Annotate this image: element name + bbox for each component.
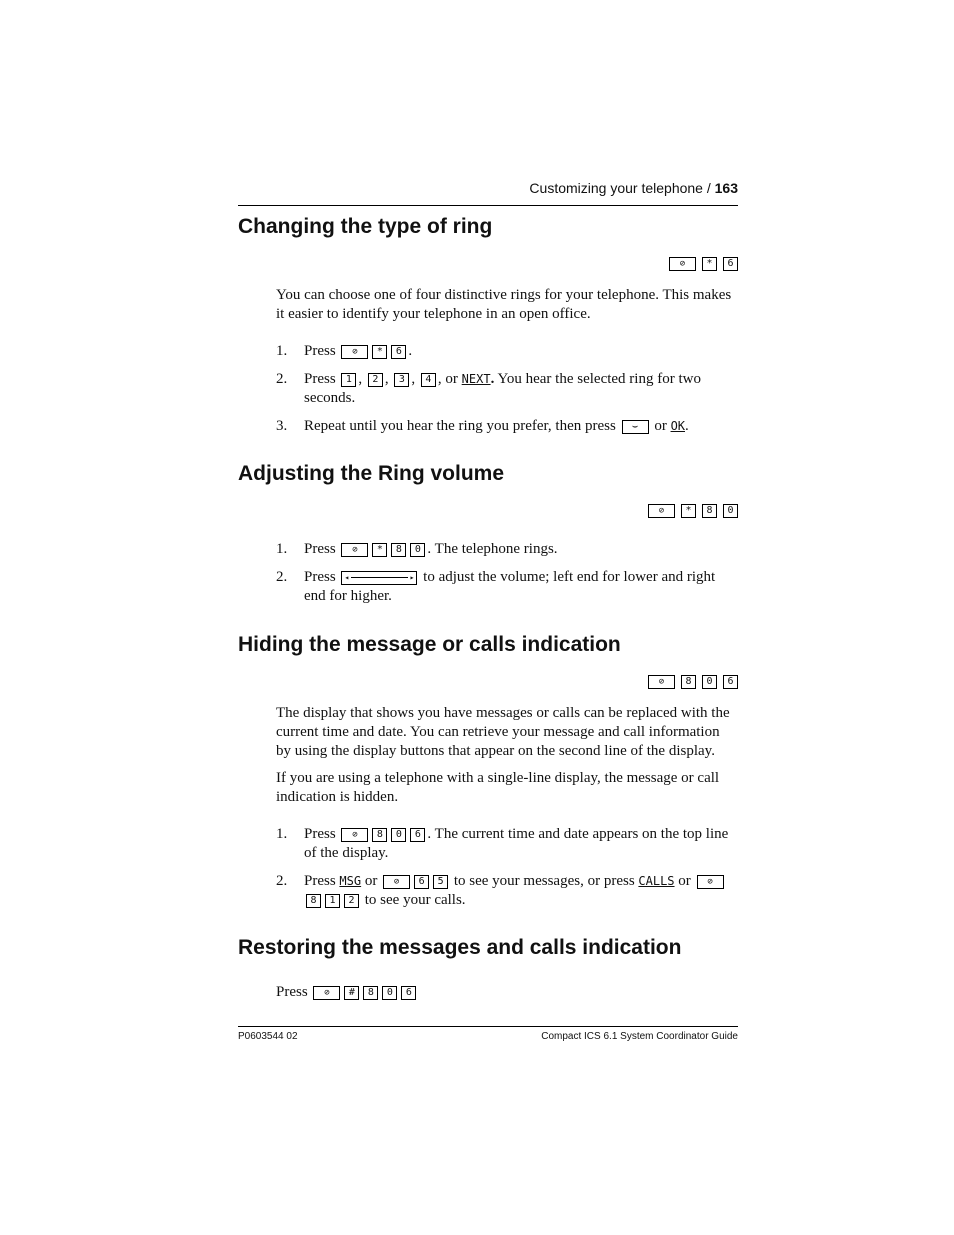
running-header — [238, 180, 738, 196]
key-hash: # — [344, 986, 359, 1000]
feature-code-ring-volume — [648, 504, 738, 518]
display-key-msg: MSG — [339, 874, 362, 888]
comma: , — [358, 371, 363, 387]
step-number: 3. — [276, 418, 288, 434]
period: . — [490, 371, 495, 387]
feature-icon: ⊘ — [341, 345, 368, 359]
footer-guide-title: Compact ICS 6.1 System Coordinator Guide — [541, 1031, 738, 1042]
header-rule — [238, 205, 738, 206]
step-text: to adjust the volume; left end for lower and right end for higher. — [304, 569, 716, 604]
volume-bar-icon: ◂ ▸ — [341, 571, 417, 585]
step-number: 1. — [276, 343, 288, 359]
feature-icon: ⊘ — [341, 828, 368, 842]
key-3: 3 — [394, 373, 409, 387]
key-8: 8 — [702, 504, 717, 518]
press-label: Press — [304, 569, 336, 585]
key-2: 2 — [344, 894, 359, 908]
feature-icon: ⊘ — [383, 875, 410, 889]
press-label: Press — [304, 873, 336, 889]
press-label: Press — [304, 371, 336, 387]
key-6: 6 — [414, 875, 429, 889]
intro-ring-type: You can choose one of four distinctive rings for your telephone. This makes it easier to identify your telephone in an open office. — [276, 287, 732, 322]
step-text: to see your messages, or press — [453, 873, 635, 889]
footer-doc-id: P0603544 02 — [238, 1031, 298, 1042]
press-label: Press — [304, 343, 336, 359]
feature-code-hide-indication — [648, 675, 738, 689]
step-1-hide-indication — [276, 825, 738, 863]
step-text: You hear the selected ring for two seconds. — [304, 371, 701, 406]
key-1: 1 — [325, 894, 340, 908]
key-star: * — [702, 257, 717, 271]
heading-restoring-indication: Restoring the messages and calls indication — [238, 936, 682, 959]
key-6: 6 — [410, 828, 425, 842]
or-text: , or — [437, 371, 458, 387]
key-8: 8 — [363, 986, 378, 1000]
heading-ring-volume: Adjusting the Ring volume — [238, 462, 504, 485]
key-star: * — [372, 543, 387, 557]
key-6: 6 — [401, 986, 416, 1000]
step-2-ring-type — [276, 370, 738, 408]
page-number: 163 — [714, 180, 738, 196]
heading-changing-ring-type: Changing the type of ring — [238, 215, 493, 238]
footer-rule — [238, 1026, 738, 1027]
key-0: 0 — [391, 828, 406, 842]
step-1-ring-type — [276, 342, 738, 361]
feature-code-ring-type — [669, 257, 738, 271]
key-6: 6 — [723, 257, 738, 271]
key-star: * — [681, 504, 696, 518]
step-number: 2. — [276, 569, 288, 585]
display-key-calls: CALLS — [638, 874, 675, 888]
feature-icon: ⊘ — [648, 504, 675, 518]
step-number: 1. — [276, 541, 288, 557]
key-8: 8 — [306, 894, 321, 908]
key-6: 6 — [391, 345, 406, 359]
key-star: * — [372, 345, 387, 359]
or-text: or — [678, 873, 691, 889]
step-number: 1. — [276, 826, 288, 842]
key-2: 2 — [368, 373, 383, 387]
key-0: 0 — [702, 675, 717, 689]
key-1: 1 — [341, 373, 356, 387]
display-key-ok: OK — [670, 419, 686, 433]
period: . — [408, 343, 413, 359]
heading-hiding-indication: Hiding the message or calls indication — [238, 633, 621, 656]
step-text: . The telephone rings. — [427, 541, 558, 557]
step-number: 2. — [276, 371, 288, 387]
step-2-hide-indication — [276, 872, 738, 910]
step-text: . The current time and date appears on the top line of the display. — [304, 826, 729, 861]
key-8: 8 — [391, 543, 406, 557]
section-title: Customizing your telephone / — [529, 180, 715, 196]
step-3-ring-type — [276, 417, 738, 436]
step-1-ring-volume — [276, 540, 738, 559]
key-0: 0 — [410, 543, 425, 557]
restore-instruction — [276, 983, 738, 1002]
paragraph-single-line: If you are using a telephone with a single-line display, the message or call indication is hidden. — [276, 770, 720, 805]
or-text: or — [654, 418, 667, 434]
feature-icon: ⊘ — [341, 543, 368, 557]
press-label: Press — [304, 826, 336, 842]
key-0: 0 — [382, 986, 397, 1000]
period: . — [685, 418, 689, 434]
key-8: 8 — [681, 675, 696, 689]
paragraph-display-info: The display that shows you have messages or calls can be replaced with the current time and date. You can retrieve your message and call information by using the display buttons that appear on the second line of the display. — [276, 705, 730, 759]
step-2-ring-volume — [276, 568, 738, 606]
comma: , — [411, 371, 416, 387]
feature-icon: ⊘ — [669, 257, 696, 271]
step-number: 2. — [276, 873, 288, 889]
key-5: 5 — [433, 875, 448, 889]
feature-icon: ⊘ — [313, 986, 340, 1000]
or-text: or — [364, 873, 378, 889]
feature-icon: ⊘ — [697, 875, 724, 889]
press-label: Press — [304, 541, 336, 557]
comma: , — [384, 371, 389, 387]
key-0: 0 — [723, 504, 738, 518]
key-4: 4 — [421, 373, 436, 387]
press-label: Press — [276, 984, 308, 1000]
key-8: 8 — [372, 828, 387, 842]
display-key-next: NEXT — [461, 372, 491, 386]
step-text: Repeat until you hear the ring you prefer, then press — [304, 418, 616, 434]
release-icon: ⌣ — [622, 420, 649, 434]
step-text: to see your calls. — [364, 892, 466, 908]
key-6: 6 — [723, 675, 738, 689]
feature-icon: ⊘ — [648, 675, 675, 689]
